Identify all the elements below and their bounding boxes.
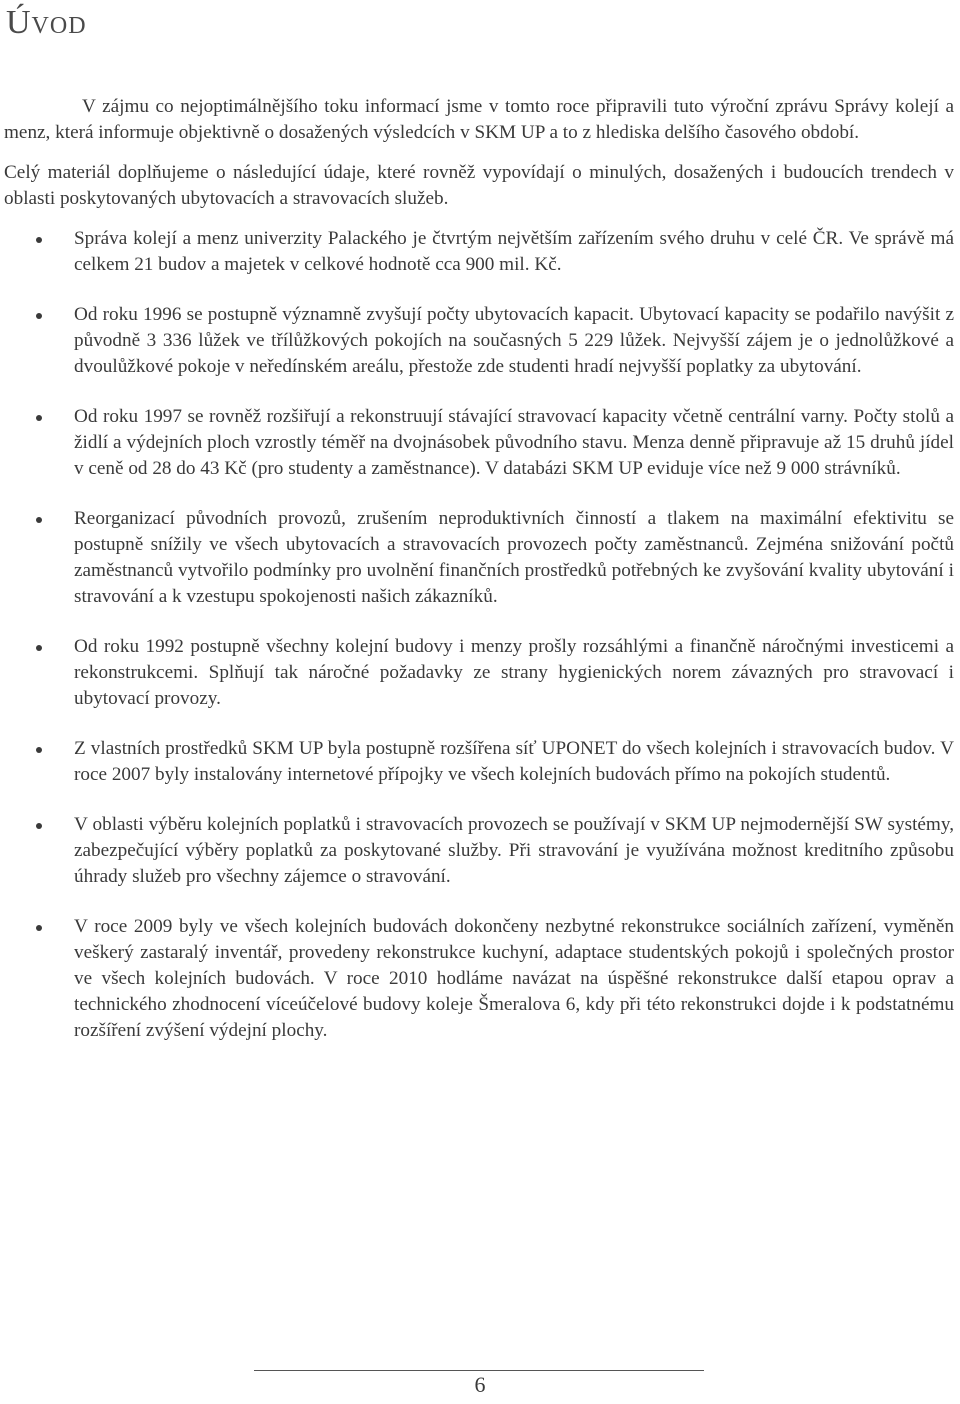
bullet-item [4,226,954,278]
intro-paragraph-2: Celý materiál doplňujeme o následující údaje, které rovněž vypovídají o minulých, dosažených i budoucích trendech v oblasti poskytovaných ubytovacích a stravovacích služeb. [4,162,954,209]
body-content [4,94,954,1068]
section-heading: Úvod [6,4,87,41]
bullet-item [4,736,954,788]
page-number: 6 [474,1372,486,1397]
bullet-text: Od roku 1996 se postupně významně zvyšují počty ubytovacích kapacit. Ubytovací kapacity se podařilo navýšit z původně 3 336 lůžek ve třílůžkových pokojích na současných 5 229 lůžek. Nejvyšší zájem je o jednolůžkové a dvoulůžkové pokoje v neředínském areálu, přestože zde studenti hradí nejvyšší poplatky za ubytování. [74,304,954,377]
bullet-text: Z vlastních prostředků SKM UP byla postupně rozšířena síť UPONET do všech kolejních i stravovacích budov. V roce 2007 byly instalovány internetové přípojky ve všech kolejních budovách přímo na pokojích studentů. [74,738,954,785]
intro-paragraph-1: V zájmu co nejoptimálnějšího toku informací jsme v tomto roce připravili tuto výroční zprávu Správy kolejí a menz, která informuje objektivně o dosažených výsledcích v SKM UP a to z hlediska delšího časového období. [4,96,954,143]
bullet-text: V oblasti výběru kolejních poplatků i stravovacích provozech se používají v SKM UP nejmodernější SW systémy, zabezpečující výběry poplatků za poskytované služby. Při stravování je využívána možnost kreditního způsobu úhrady služeb pro všechny zájemce o stravování. [74,814,954,887]
bullet-text: V roce 2009 byly ve všech kolejních budovách dokončeny nezbytné rekonstrukce sociálních zařízení, vyměněn veškerý zastaralý inventář, provedeny rekonstrukce kuchyní, adaptace studentských pokojů i společných prostor ve všech kolejních budovách. V roce 2010 hodláme navázat na úspěšné rekonstrukce další etapou oprav a technického zhodnocení víceúčelové budovy koleje Šmeralova 6, kdy při této rekonstrukci dojde i k podstatnému rozšíření zvýšení výdejní plochy. [74,916,954,1041]
bullet-dot-icon [36,823,42,829]
footer-divider [254,1370,704,1371]
bullet-dot-icon [36,925,42,931]
bullet-item [4,634,954,712]
bullet-text: Správa kolejí a menz univerzity Palackého je čtvrtým největším zařízením svého druhu v celé ČR. Ve správě má celkem 21 budov a majetek v celkové hodnotě cca 900 mil. Kč. [74,228,954,275]
bullet-dot-icon [36,517,42,523]
bullet-dot-icon [36,313,42,319]
bullet-text: Od roku 1997 se rovněž rozšiřují a rekonstruují stávající stravovací kapacity včetně centrální varny. Počty stolů a židlí a výdejních ploch vzrostly téměř na dvojnásobek původního stavu. Menza denně připravuje až 15 druhů jídel v ceně od 28 do 43 Kč (pro studenty a zaměstnance). V databázi SKM UP eviduje více než 9 000 strávníků. [74,406,954,479]
bullet-text: Reorganizací původních provozů, zrušením neproduktivních činností a tlakem na maximální efektivitu se postupně snížily ve všech ubytovacích a stravovacích provozech počty zaměstnanců. Zejména snižování počtů zaměstnanců vytvořilo podmínky pro uvolnění finančních prostředků potřebných ke zvyšování kvality ubytování i stravování a k vzestupu spokojenosti našich zákazníků. [74,508,954,607]
bullet-list [4,226,954,1044]
bullet-item [4,914,954,1044]
bullet-item [4,506,954,610]
bullet-item [4,302,954,380]
bullet-text: Od roku 1992 postupně všechny kolejní budovy i menzy prošly rozsáhlými a finančně náročnými investicemi a rekonstrukcemi. Splňují tak náročné požadavky ze strany hygienických norem závazných pro stravovací i ubytovací provozy. [74,636,954,709]
bullet-item [4,812,954,890]
bullet-item [4,404,954,482]
bullet-dot-icon [36,415,42,421]
bullet-dot-icon [36,747,42,753]
bullet-dot-icon [36,645,42,651]
bullet-dot-icon [36,237,42,243]
